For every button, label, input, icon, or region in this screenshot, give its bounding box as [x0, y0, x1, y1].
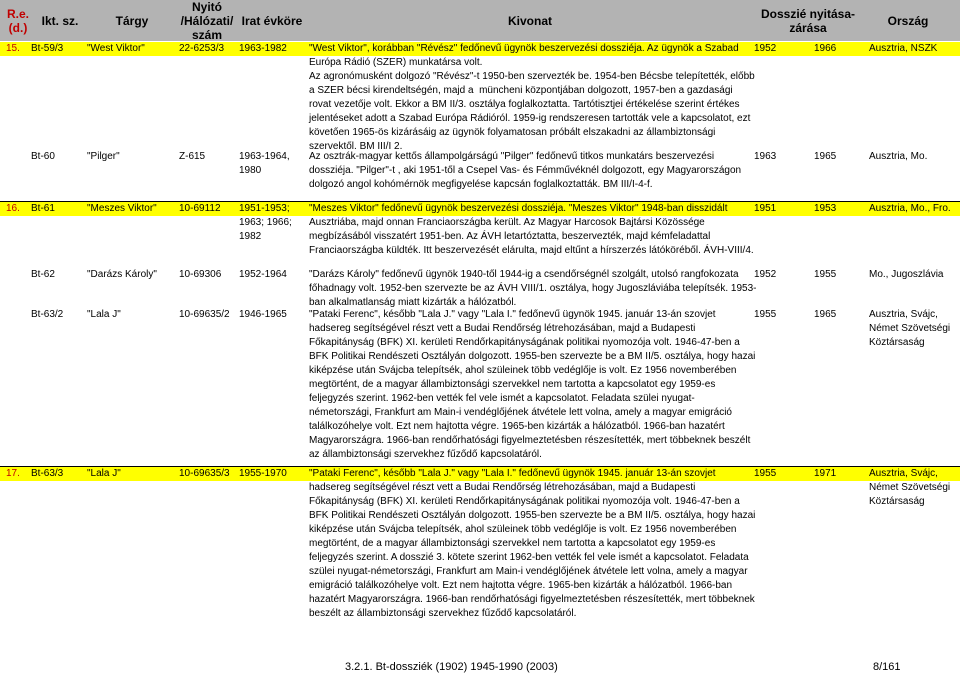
row-ikt: Bt-63/3 [31, 468, 64, 479]
header-dosszie [752, 7, 864, 35]
header-dosszie-line: Dosszié nyitása- [760, 7, 856, 21]
row-orszag-line: Német Szövetségi [869, 482, 951, 493]
row-ikt: Bt-62 [31, 269, 55, 280]
row-zaras: 1953 [814, 203, 837, 214]
row-orszag-line: Köztársaság [869, 496, 925, 507]
row-description: "Pataki Ferenc", később "Lala J." vagy "Lala I." fedőnevű ügynök 1945. január 13-án szovjet hadsereg segítségével részt vett a Budai Rendőrség létrehozásában, majd a Budapesti Főkapitányság (BFK) XI. kerületi Rendőrkapitányságának politikai nyomozója volt. 1946-47-ben a BFK Politikai Rendészeti Osztályán dolgozott. 1955-ben szervezte be a BM II/5. osztálya, hogy hazai kiképzése után Svájcba telepítsék, ahol szüleinek több vedéglője is volt. Ez 1956 novemberében megtörtént, de a magyar állambiztonsági szervekkel nem tartotta a kapcsolatot egy 1959-es feljegyzés szerint. A dosszié 3. kötete szerint 1962-ben vették fel vele ismét a kapcsolatot. Feladata szülei nyugat-németországi, Frankfurt am Main-i vendéglőjének átvétele lett volna, amely a magyar emigráció találkozóhelye volt. Ezt nem hajtotta végre. 1965-ben kizárták a hálózatból. 1966-ban hazatért Magyarországra. 1966-ban rendőrhatósági figyelmeztetésben részesítették, mert többeknek beszélt az állambiztonsági szervekhez fűződő kapcsolatáról. [309, 468, 756, 619]
row-irat [239, 268, 287, 282]
row-targy: "Lala J" [87, 468, 121, 479]
row-targy: "Pilger" [87, 151, 120, 162]
row-irat-line: 1952-1964 [239, 269, 287, 280]
row-irat-line: 1946-1965 [239, 309, 287, 320]
row-irat [239, 467, 287, 481]
header-re-line: (d.) [8, 21, 28, 35]
row-zaras: 1955 [814, 269, 837, 280]
row-description: "Darázs Károly" fedőnevű ügynök 1940-től 1944-ig a csendőrségnél szolgált, utolsó rangfokozata főhadnagy volt. 1952-ben szervezte be az ÁVH VIII/1. osztálya, hogy Jugoszláviába telepítsék. 1953- ban alkalmatlanság miatt kizárták a hálózatból. [309, 269, 757, 308]
row-orszag-line: Köztársaság [869, 337, 925, 348]
row-orszag-line: Ausztria, Svájc, [869, 468, 938, 479]
row-description: Az osztrák-magyar kettős állampolgárságú "Pilger" fedőnevű titkos munkatárs beszervezési dossziéja. "Pilger"-t , aki 1951-től a Csepel Vas- és Fémművéknél dolgozott, egy Magyarországon dolgozó angol kohómérnök megfigyelése kapcsán foglalkoztatták. BM III/I-4-f. [309, 151, 742, 190]
row-zaras: 1971 [814, 468, 837, 479]
row-orszag-line: Ausztria, NSZK [869, 43, 938, 54]
row-nyitas: 1952 [754, 43, 777, 54]
row-orszag-line: Mo., Jugoszlávia [869, 269, 944, 280]
row-irat [239, 42, 287, 56]
header-irat: Irat évköre [241, 14, 303, 28]
row-orszag-line: Ausztria, Mo. [869, 151, 928, 162]
row-irat [239, 202, 292, 244]
row-zaras: 1966 [814, 43, 837, 54]
header-dosszie-line: zárása [789, 21, 827, 35]
row-nyitas: 1955 [754, 468, 777, 479]
row-nyito: 22-6253/3 [179, 43, 225, 54]
row-orszag-line: Ausztria, Mo., Fro. [869, 203, 951, 214]
header-nyito-line: Nyitó [192, 0, 222, 14]
header-re [3, 7, 33, 35]
row-irat-line: 1980 [239, 165, 262, 176]
row-orszag [869, 467, 950, 509]
header-kivonat: Kivonat [507, 14, 552, 28]
row-ikt: Bt-61 [31, 203, 55, 214]
row-description: "West Viktor", korábban "Révész" fedőnevű ügynök beszervezési dossziéja. Az ügynök a Szabad Európa Rádió (SZER) munkatársa volt. Az agronómusként dolgozó "Révész"-t 1950-ben szervezték be. 1954-ben Bécsbe telepítették, előbb a SZER bécsi kirendeltségén, majd a müncheni központjában dolgozott, 1957-ben a gazdasági rovat vezetője volt. Ekkor a BM II/3. osztálya foglalkoztatta. Tartótisztjei értékelése szerint értékes jelentéseket adott a Szabad Európa Rádióról. 1959-ig rendszeresen tartották vele a kapcsolatot, ezt követően 1965-ös kizárásáig az ügynök folyamatosan próbált elszakadni az állambiztonsági szervektől. BM III/I 2. [309, 43, 755, 152]
row-re: 16. [6, 203, 20, 214]
header-targy: Tárgy [115, 14, 149, 28]
row-description: "Pataki Ferenc", később "Lala J." vagy "Lala I." fedőnevű ügynök 1945. január 13-án szovjet hadsereg segítségével részt vett a Budai Rendőrség létrehozásában, majd a Budapesti Főkapitányság (BFK) XI. kerületi Rendőrkapitányságának politikai nyomozója volt. 1946-47-ben a BFK Politikai Rendészeti Osztályán dolgozott. 1955-ben szervezte be a BM II/5. osztálya, hogy hazai kiképzése után Svájcba telepítsék, ahol szüleinek több vedéglője is volt. Ez 1956 novemberében megtörtént, de a magyar állambiztonsági szervekkel nem tartotta a kapcsolatot egy 1959-es feljegyzés szerint. 1962-ben vették fel vele ismét a kapcsolatot. Feladata szülei nyugat- németországi, Frankfurt am Main-i vendéglőjének átvétele lett volna, amely a magyar emigráció találkozóhelye volt. Ezt nem hajtotta végre. 1965-ben kizárták a hálózatból. 1966-ban hazatért Magyarországra. 1966-ban rendőrhatósági figyelmeztetésben részesítették, mert többeknek beszélt az állambiztonsági szervekhez fűződő kapcsolatáról. [309, 309, 756, 460]
row-irat-line: 1963-1964, [239, 151, 290, 162]
row-orszag [869, 308, 950, 350]
row-nyito: 10-69635/3 [179, 468, 230, 479]
row-nyitas: 1955 [754, 309, 777, 320]
row-irat-line: 1982 [239, 231, 262, 242]
row-ikt: Bt-59/3 [31, 43, 64, 54]
row-re: 17. [6, 468, 20, 479]
header-nyito [176, 0, 238, 42]
row-orszag-line: Ausztria, Svájc, [869, 309, 938, 320]
row-irat-line: 1955-1970 [239, 468, 287, 479]
row-nyito: 10-69112 [179, 203, 221, 214]
header-nyito-line: szám [191, 28, 223, 42]
row-targy: "Darázs Károly" [87, 269, 157, 280]
header-re-line: R.e. [6, 7, 29, 21]
row-nyitas: 1952 [754, 269, 777, 280]
row-irat [239, 150, 290, 178]
row-re: 15. [6, 43, 20, 54]
row-irat-line: 1951-1953; [239, 203, 290, 214]
header-orszag: Ország [887, 14, 929, 28]
row-irat-line: 1963; 1966; [239, 217, 292, 228]
header-ikt: Ikt. sz. [41, 14, 79, 28]
header-nyito-line: /Hálózati/ [180, 14, 234, 28]
row-nyito: 10-69306 [179, 269, 222, 280]
row-targy: "Lala J" [87, 309, 121, 320]
row-irat [239, 308, 287, 322]
row-orszag [869, 202, 951, 216]
row-zaras: 1965 [814, 151, 837, 162]
page-number: 8/161 [873, 661, 901, 673]
row-ikt: Bt-63/2 [31, 309, 64, 320]
row-orszag-line: Német Szövetségi [869, 323, 951, 334]
row-nyito: Z-615 [179, 151, 206, 162]
row-description: "Meszes Viktor" fedőnevű ügynök beszervezési dossziéja. "Meszes Viktor" 1948-ban disszidált Ausztriába, majd onnan Franciaországba került. Az Magyar Harcosok Bajtársi Közössége megbízásából visszatért 1951-ben. Az ÁVH letartóztatta, beszervezték, majd kémfeladattal Franciaországba küldték. Itt beszervezését elárulta, majd eltűnt a hírszerzés látóköréből. ÁVH-VIII/4. [309, 203, 754, 256]
row-nyitas: 1951 [754, 203, 777, 214]
row-zaras: 1965 [814, 309, 837, 320]
row-orszag [869, 268, 943, 282]
footer-title: 3.2.1. Bt-dossziék (1902) 1945-1990 (2003) [345, 661, 558, 673]
row-nyito: 10-69635/2 [179, 309, 230, 320]
row-nyitas: 1963 [754, 151, 777, 162]
row-ikt: Bt-60 [31, 151, 55, 162]
row-orszag [869, 150, 927, 164]
row-irat-line: 1963-1982 [239, 43, 287, 54]
row-targy: "West Viktor" [87, 43, 145, 54]
row-orszag [869, 42, 937, 56]
row-targy: "Meszes Viktor" [87, 203, 157, 214]
